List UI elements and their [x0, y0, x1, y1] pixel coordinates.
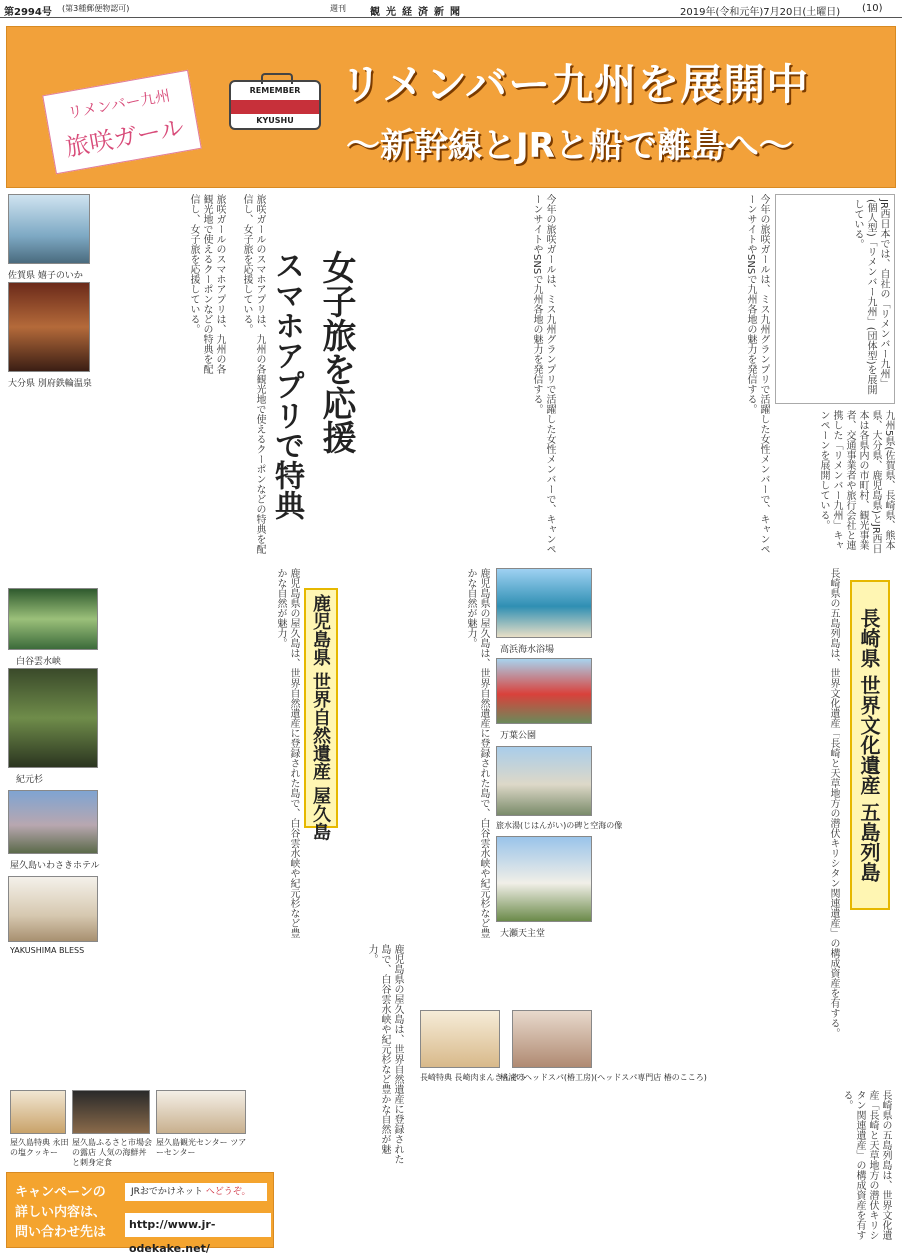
photo-head-spa	[512, 1010, 592, 1068]
photo-saga	[8, 194, 90, 264]
footer-url[interactable]: http://www.jr-odekake.net/	[125, 1213, 271, 1237]
suitcase-icon	[229, 80, 321, 130]
logo-text-top: REMEMBER	[249, 86, 301, 95]
yakushima-body-3: 鹿児島県の屋久島は、世界自然遺産に登録された島で、白谷雲水峡や紀元杉など豊かな自然が魅力。	[366, 944, 403, 1164]
remember-kyushu-logo	[224, 74, 326, 144]
caption-takahama: 高浜海水浴場	[500, 645, 555, 655]
odekake-badge	[125, 1183, 267, 1201]
photo-jihangai	[496, 746, 592, 816]
body-col-3: 今年の旅咲ガールは、ミス九州グランプリで活躍した女性メンバーで、キャンペーンサイトやSNSで九州各地の魅力を発信する。	[531, 194, 555, 554]
badge-text-2: へどうぞ。	[205, 1187, 251, 1197]
sidebar-box: JR西日本では、自社の「リメンバー九州」(個人型)「リメンバー九州」(団体型)を展開している。	[775, 194, 895, 404]
caption-oze-church: 大瀬天主堂	[500, 929, 546, 939]
body-col-2: 旅咲ガールのスマホアプリは、九州の各観光地で使えるクーポンなどの特典を配信し、女子旅を応援している。	[241, 194, 265, 554]
caption-head-spa: 椿油のヘッドスパ(椿工房)(ヘッドスパ専門店 椿のこころ)	[500, 1073, 707, 1082]
photo-takahama	[496, 568, 592, 638]
caption-yakushima-bless: YAKUSHIMA BLESS	[10, 946, 85, 955]
caption-beppu: 大分県 別府鉄輪温泉	[8, 379, 92, 389]
photo-iwasaki-hotel	[8, 790, 98, 854]
footer-line3: 問い合わせ先は	[15, 1225, 107, 1240]
yakushima-title: 鹿児島県 世界自然遺産 屋久島	[304, 588, 338, 828]
smartphone-subtitle: スマホアプリで特典	[269, 250, 304, 520]
photo-shiratani	[8, 588, 98, 650]
issue-number: 第2994号	[4, 7, 52, 18]
page-header	[0, 0, 902, 18]
smartphone-title-line1: 女子旅を応援	[316, 250, 356, 454]
page-subtitle: 〜新幹線とJRと船で離島へ〜	[346, 126, 793, 166]
stamp-line2: 旅咲ガール	[63, 113, 187, 162]
caption-seafood: 屋久島ふるさと市場会の露店 人気の海鮮丼と刺身定食	[72, 1138, 152, 1167]
page-title: リメンバー九州を展開中	[340, 60, 810, 109]
footer-line2: 詳しい内容は、	[15, 1205, 107, 1220]
logo-band	[231, 100, 319, 114]
header-kind: 週刊	[330, 4, 346, 13]
body-col-4: 今年の旅咲ガールは、ミス九州グランプリで活躍した女性メンバーで、キャンペーンサイトやSNSで九州各地の魅力を発信する。	[745, 194, 769, 554]
caption-saga: 佐賀県 嬉子のいか	[8, 271, 83, 281]
footer-line1: キャンペーンの	[15, 1185, 106, 1200]
photo-yakushima-bless	[8, 876, 98, 942]
smartphone-title	[316, 250, 356, 550]
nagasaki-title: 長崎県 世界文化遺産 五島列島	[850, 580, 890, 910]
photo-tour-center	[156, 1090, 246, 1134]
contact-banner	[6, 1172, 274, 1253]
caption-tour-center: 屋久島観光センター ツアーセンター	[156, 1138, 247, 1157]
yakushima-body-2: 鹿児島県の屋久島は、世界自然遺産に登録された島で、白谷雲水峡や紀元杉など豊かな自然が魅力。	[465, 568, 489, 938]
caption-manyo-park: 万葉公園	[500, 731, 537, 741]
photo-beppu	[8, 282, 90, 372]
caption-kakuni-manju: 長崎特典 長崎肉まんきんぞう	[420, 1073, 527, 1082]
nagasaki-body-2: 長崎県の五島列島は、世界文化遺産「長崎と天草地方の潜伏キリシタン関連遺産」の構成資産を有する。	[841, 1090, 891, 1240]
photo-oze-church	[496, 836, 592, 922]
caption-salt-cookie: 屋久島特典 永田の塩クッキー	[10, 1138, 69, 1157]
body-col-5: 九州5県(佐賀県、長崎県、熊本県、大分県、鹿児島県)とJR西日本は各県内の市町村、観光事業者、交通事業者や旅行会社と連携した「リメンバー九州」キャンペーンを展開している。	[818, 410, 894, 554]
body-col-1: 旅咲ガールのスマホアプリは、九州の各観光地で使えるクーポンなどの特典を配信し、女子旅を応援している。	[188, 194, 225, 374]
nagasaki-body: 長崎県の五島列島は、世界文化遺産「長崎と天草地方の潜伏キリシタン関連遺産」の構成資産を有する。	[828, 568, 839, 1038]
photo-manyo-park	[496, 658, 592, 724]
photo-kigensugi	[8, 668, 98, 768]
caption-jihangai: 旅水湯(じはんがい)の碑と空海の像	[496, 821, 623, 830]
stamp-line1: リメンバー九州	[66, 86, 172, 123]
caption-shiratani: 白谷雲水峡	[16, 657, 62, 667]
photo-kakuni-manju	[420, 1010, 500, 1068]
photo-seafood	[72, 1090, 150, 1134]
badge-text: JRおでかけネット	[131, 1187, 203, 1197]
paper-name: 観光経済新聞	[370, 7, 466, 18]
yakushima-body: 鹿児島県の屋久島は、世界自然遺産に登録された島で、白谷雲水峡や紀元杉など豊かな自然が魅力。	[275, 568, 299, 938]
page-number: (10)	[862, 3, 883, 14]
photo-salt-cookie	[10, 1090, 66, 1134]
header-date: 2019年(令和元年)7月20日(土曜日)	[680, 7, 841, 18]
logo-text-bottom: KYUSHU	[256, 116, 294, 125]
header-note: (第3種郵便物認可)	[62, 4, 130, 13]
caption-iwasaki-hotel: 屋久島いわさきホテル	[10, 861, 100, 871]
caption-kigensugi: 紀元杉	[16, 775, 44, 785]
